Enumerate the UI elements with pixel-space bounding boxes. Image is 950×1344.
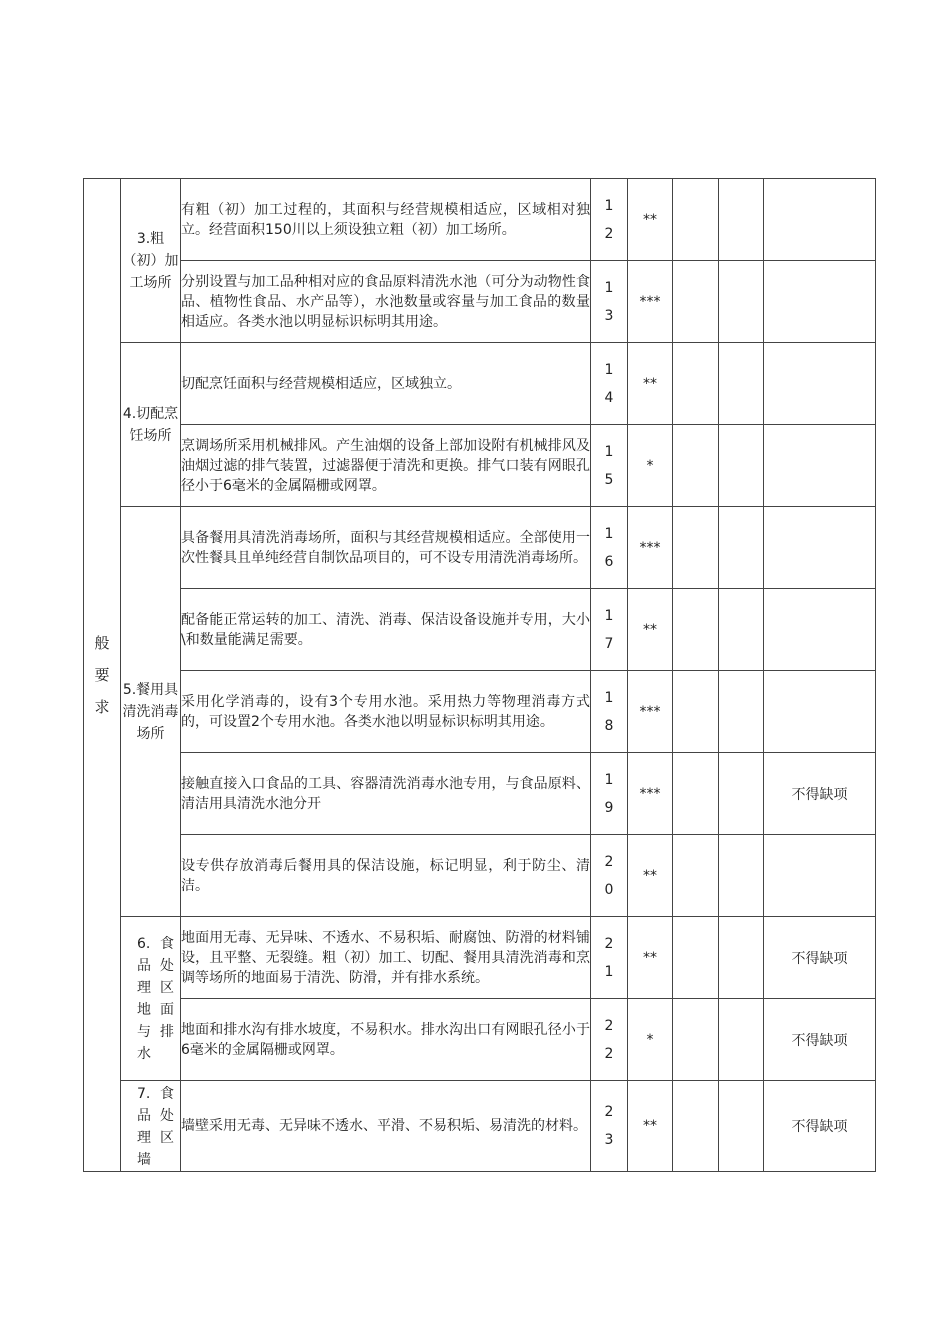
- importance-level: **: [628, 343, 673, 425]
- section-label: 般要求: [94, 634, 110, 716]
- item-number: 16: [591, 507, 628, 589]
- requirement-text: 具备餐用具清洗消毒场所，面积与其经营规模相适应。全部使用一次性餐具且单纯经营自制饮品项目的，可不设专用清洗消毒场所。: [181, 507, 591, 589]
- score-cell: [673, 425, 719, 507]
- item-number: 23: [591, 1081, 628, 1172]
- score-cell: [673, 589, 719, 671]
- importance-level: *: [628, 425, 673, 507]
- score-cell: [673, 179, 719, 261]
- score-cell: [673, 507, 719, 589]
- requirement-text: 切配烹饪面积与经营规模相适应，区域独立。: [181, 343, 591, 425]
- category-cell: [121, 507, 181, 917]
- table-row: [84, 753, 876, 835]
- requirement-text: 设专供存放消毒后餐用具的保洁设施，标记明显，利于防尘、清洁。: [181, 835, 591, 917]
- score-cell: [719, 917, 764, 999]
- item-number: 20: [591, 835, 628, 917]
- category-label: 4.切配烹饪场所: [122, 405, 179, 444]
- importance-level: ***: [628, 671, 673, 753]
- score-cell: [673, 261, 719, 343]
- remark-cell: [764, 835, 876, 917]
- item-number: 17: [591, 589, 628, 671]
- score-cell: [673, 917, 719, 999]
- category-label: 6.食品处理区地面与排水: [137, 935, 174, 1062]
- table-row: [84, 671, 876, 753]
- table-row: [84, 589, 876, 671]
- category-label: 7.食品处理区墙: [137, 1086, 174, 1168]
- remark-cell: [764, 671, 876, 753]
- score-cell: [719, 343, 764, 425]
- importance-level: **: [628, 917, 673, 999]
- score-cell: [719, 589, 764, 671]
- score-cell: [719, 1081, 764, 1172]
- requirement-text: 采用化学消毒的，设有3个专用水池。采用热力等物理消毒方式的，可设置2个专用水池。各类水池以明显标识标明其用途。: [181, 671, 591, 753]
- remark-cell: 不得缺项: [764, 1081, 876, 1172]
- table-row: [84, 1081, 876, 1172]
- score-cell: [673, 671, 719, 753]
- score-cell: [719, 671, 764, 753]
- importance-level: **: [628, 589, 673, 671]
- item-number: 13: [591, 261, 628, 343]
- section-label-cell: [84, 179, 121, 1172]
- item-number: 12: [591, 179, 628, 261]
- table-row: [84, 179, 876, 261]
- remark-cell: [764, 179, 876, 261]
- item-number: 21: [591, 917, 628, 999]
- remark-cell: [764, 425, 876, 507]
- requirement-text: 配备能正常运转的加工、清洗、消毒、保洁设备设施并专用，大小\和数量能满足需要。: [181, 589, 591, 671]
- score-cell: [719, 507, 764, 589]
- requirement-text: 接触直接入口食品的工具、容器清洗消毒水池专用，与食品原料、清洁用具清洗水池分开: [181, 753, 591, 835]
- remark-cell: [764, 343, 876, 425]
- table-row: [84, 835, 876, 917]
- importance-level: ***: [628, 261, 673, 343]
- score-cell: [673, 753, 719, 835]
- category-cell: [121, 179, 181, 343]
- table-row: [84, 261, 876, 343]
- importance-level: *: [628, 999, 673, 1081]
- item-number: 22: [591, 999, 628, 1081]
- score-cell: [719, 753, 764, 835]
- importance-level: **: [628, 1081, 673, 1172]
- score-cell: [719, 999, 764, 1081]
- score-cell: [719, 179, 764, 261]
- importance-level: **: [628, 835, 673, 917]
- score-cell: [673, 343, 719, 425]
- remark-cell: 不得缺项: [764, 999, 876, 1081]
- table-row: [84, 917, 876, 999]
- importance-level: **: [628, 179, 673, 261]
- remark-cell: 不得缺项: [764, 753, 876, 835]
- remark-cell: 不得缺项: [764, 917, 876, 999]
- item-number: 19: [591, 753, 628, 835]
- score-cell: [719, 425, 764, 507]
- inspection-table: [83, 178, 876, 1172]
- table-row: [84, 425, 876, 507]
- category-label: 5.餐用具清洗消毒场所: [122, 681, 179, 742]
- requirement-text: 地面和排水沟有排水坡度，不易积水。排水沟出口有网眼孔径小于6毫米的金属隔栅或网罩。: [181, 999, 591, 1081]
- category-cell: [121, 917, 181, 1081]
- score-cell: [673, 999, 719, 1081]
- category-cell: [121, 343, 181, 507]
- requirement-text: 地面用无毒、无异味、不透水、不易积垢、耐腐蚀、防滑的材料铺设，且平整、无裂缝。粗（初）加工、切配、餐用具清洗消毒和烹调等场所的地面易于清洗、防滑，并有排水系统。: [181, 917, 591, 999]
- remark-cell: [764, 261, 876, 343]
- importance-level: ***: [628, 753, 673, 835]
- table-row: [84, 343, 876, 425]
- remark-cell: [764, 589, 876, 671]
- item-number: 14: [591, 343, 628, 425]
- importance-level: ***: [628, 507, 673, 589]
- score-cell: [673, 835, 719, 917]
- category-cell: [121, 1081, 181, 1172]
- table-row: [84, 999, 876, 1081]
- category-label: 3.粗（初）加工场所: [122, 230, 179, 291]
- requirement-text: 有粗（初）加工过程的，其面积与经营规模相适应，区域相对独立。经营面积150川以上须设独立粗（初）加工场所。: [181, 179, 591, 261]
- score-cell: [673, 1081, 719, 1172]
- score-cell: [719, 835, 764, 917]
- item-number: 15: [591, 425, 628, 507]
- requirement-text: 墙壁采用无毒、无异味不透水、平滑、不易积垢、易清洗的材料。: [181, 1081, 591, 1172]
- score-cell: [719, 261, 764, 343]
- requirement-text: 烹调场所采用机械排风。产生油烟的设备上部加设附有机械排风及油烟过滤的排气装置，过滤器便于清洗和更换。排气口装有网眼孔径小于6毫米的金属隔栅或网罩。: [181, 425, 591, 507]
- item-number: 18: [591, 671, 628, 753]
- table-row: [84, 507, 876, 589]
- remark-cell: [764, 507, 876, 589]
- requirement-text: 分别设置与加工品种相对应的食品原料清洗水池（可分为动物性食品、植物性食品、水产品等），水池数量或容量与加工食品的数量相适应。各类水池以明显标识标明其用途。: [181, 261, 591, 343]
